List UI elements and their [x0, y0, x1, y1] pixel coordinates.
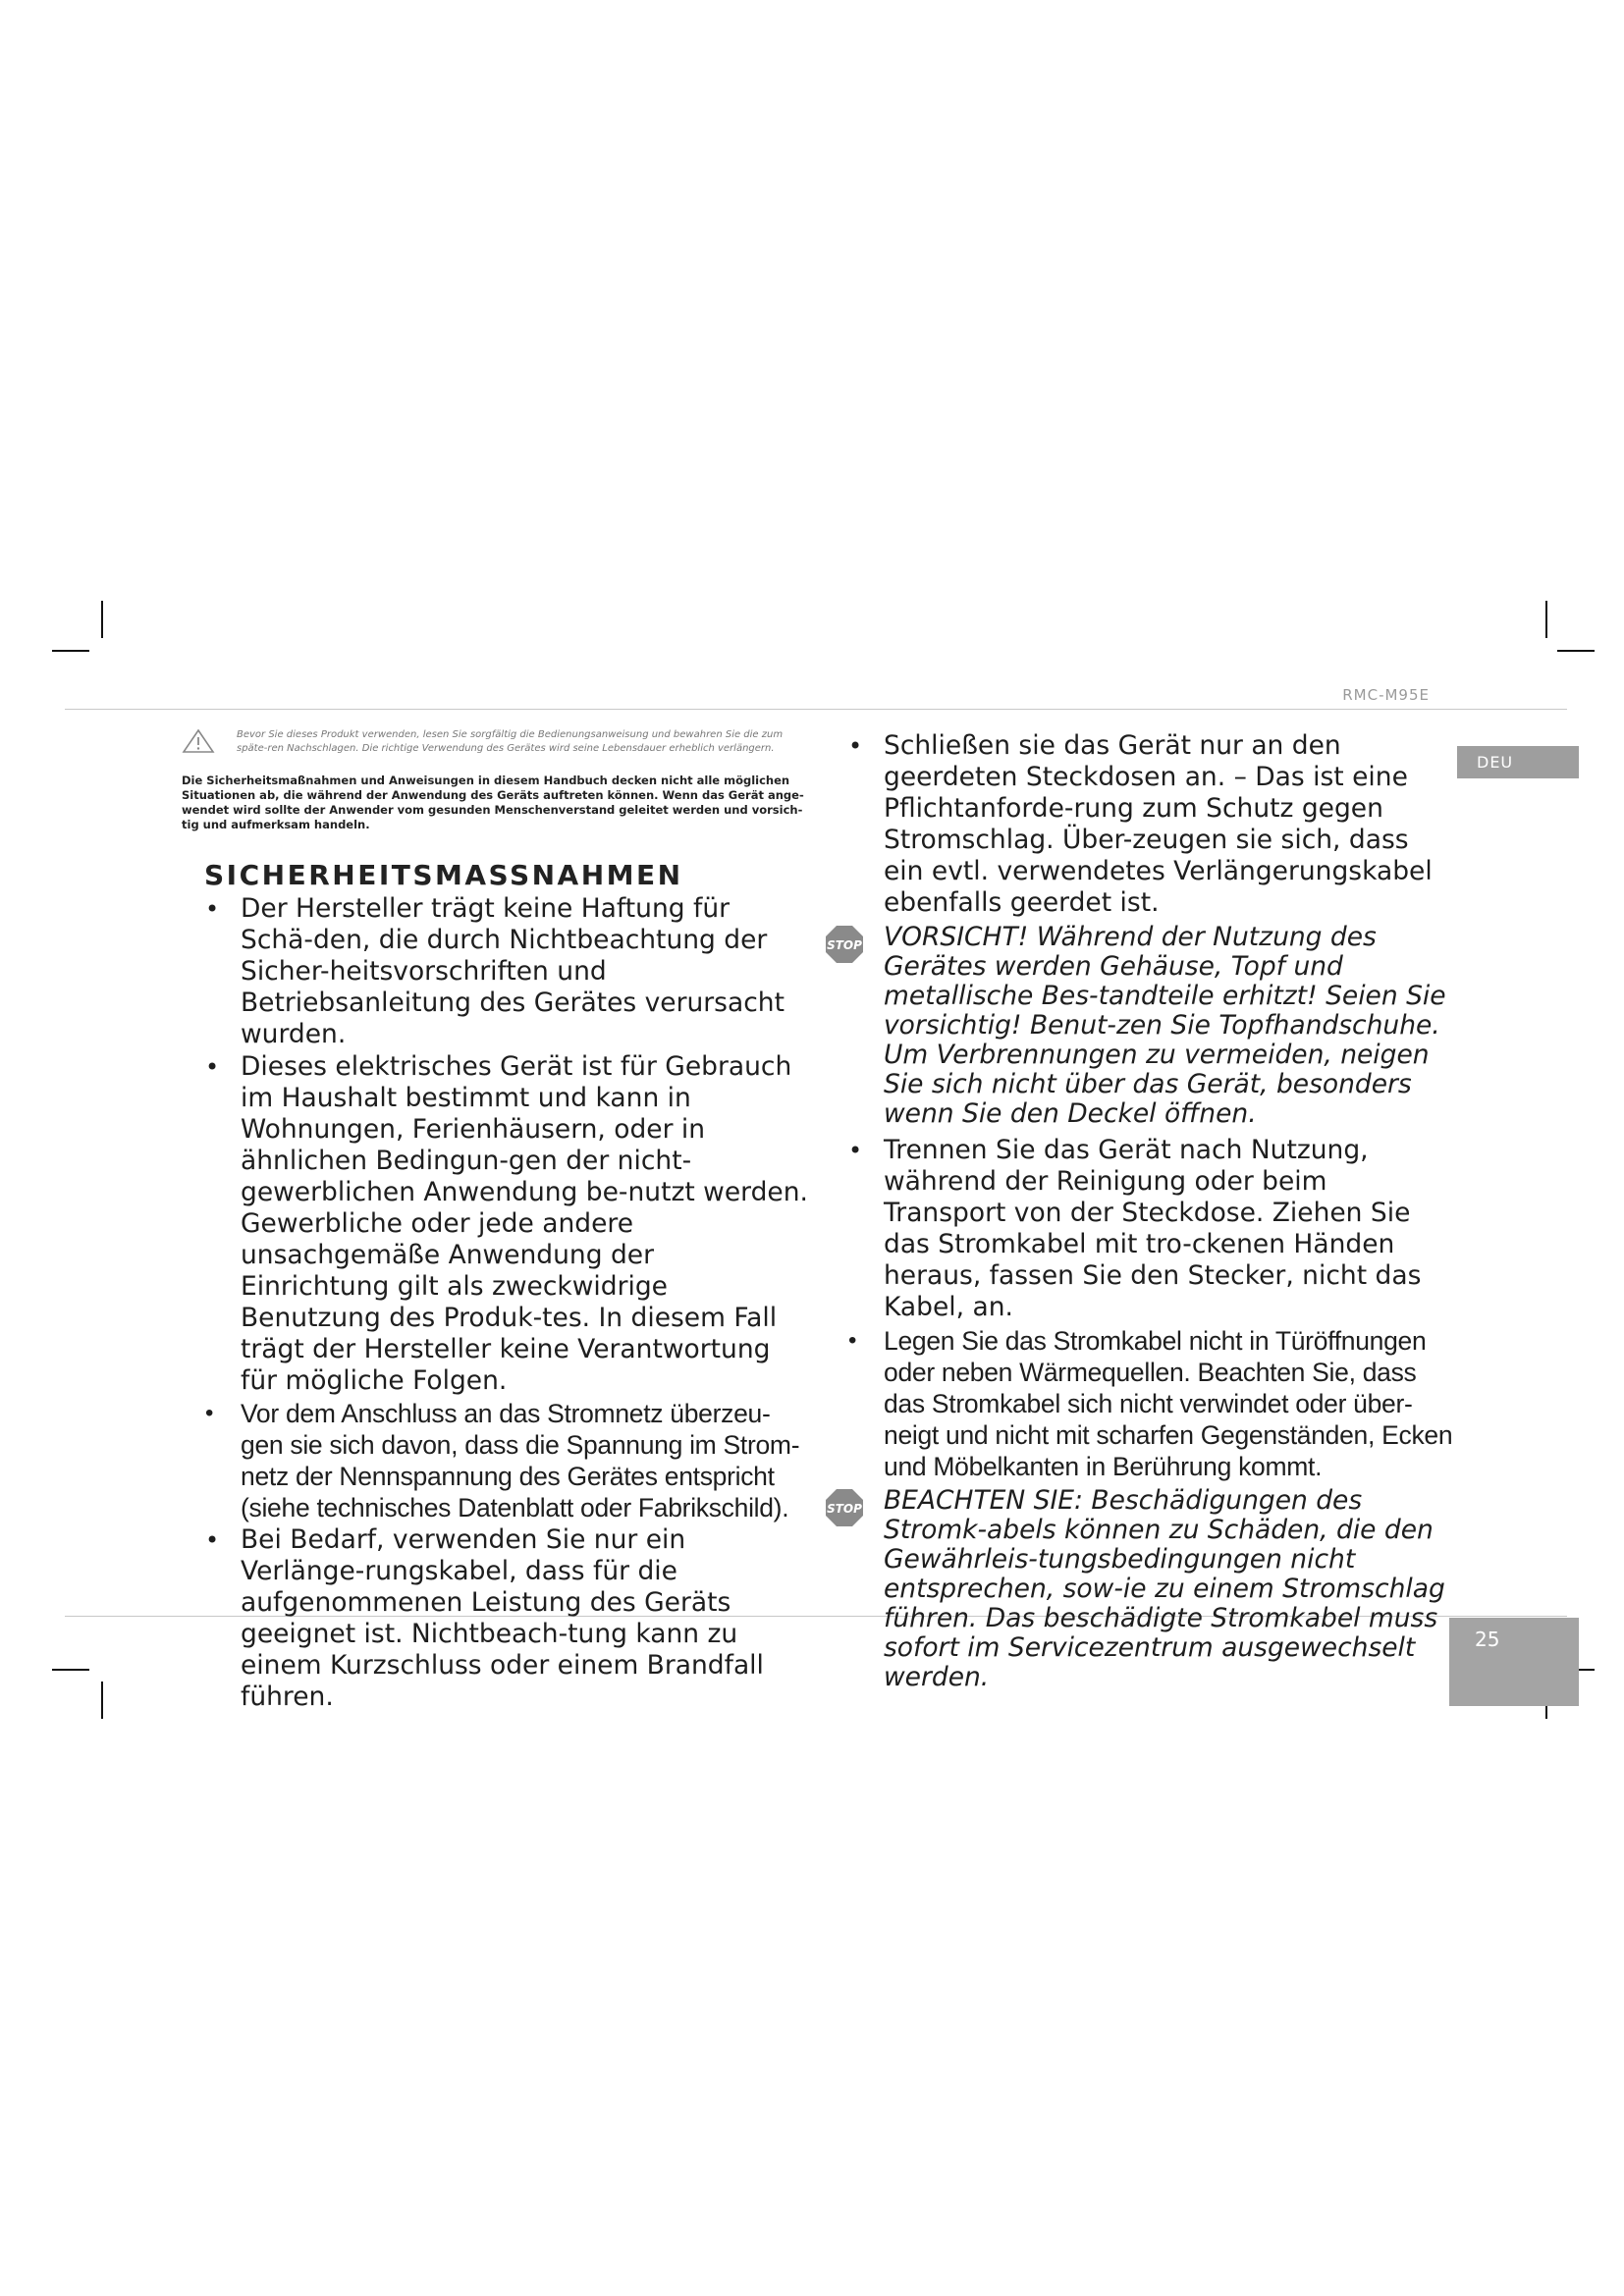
- crop-mark-top-left-h: [52, 650, 89, 652]
- section-title: SICHERHEITSMASSNAHMEN: [204, 859, 683, 891]
- list-item: • Dieses elektrisches Gerät ist für Gebrauch im Haushalt bestimmt und kann in Wohnungen, Ferienhäusern, oder in ähnlichen Bedingun-gen der nicht-gewerblichen Anwendung be-nutzt werden. Gewerbliche oder jede andere unsachgemäße Anwendung der Einrichtung gilt als zweckwidrige Benutzung des Produk-tes. In diesem Fall trägt der Hersteller keine Verantwortung für mögliche Folgen.: [182, 1051, 810, 1397]
- crop-mark-bottom-left-h: [52, 1669, 89, 1671]
- language-label: DEU: [1477, 753, 1514, 772]
- stop-icon: [825, 1488, 864, 1527]
- svg-text:STOP: STOP: [827, 1502, 862, 1516]
- warning-text: BEACHTEN SIE: Beschädigungen des Stromk-abels können zu Schäden, die den Gewährleis-tungsbedingungen nicht entsprechen, sow-ie zu einem Stromschlag führen. Das beschädigte Stromkabel muss sofort im Servicezentrum ausgewechselt werden.: [884, 1485, 1445, 1692]
- crop-mark-bottom-left-v: [101, 1682, 103, 1719]
- svg-text:STOP: STOP: [827, 938, 862, 952]
- list-item: • Vor dem Anschluss an das Stromnetz überzeu-gen sie sich davon, dass die Spannung im Strom-netz der Nennspannung des Gerätes entspricht (siehe technisches Datenblatt oder Fabrikschild).: [182, 1398, 810, 1523]
- right-bullet-list-2: [825, 1135, 1453, 1482]
- right-bullet-list-1: [825, 730, 1453, 919]
- crop-mark-top-right-h: [1557, 650, 1595, 652]
- page-number: 25: [1475, 1628, 1500, 1651]
- list-item: • Legen Sie das Stromkabel nicht in Türöffnungen oder neben Wärmequellen. Beachten Sie, dass das Stromkabel sich nicht verwindet oder über-neigt und nicht mit scharfen Gegenständen, Ecken und Möbelkanten in Berührung kommt.: [825, 1325, 1453, 1482]
- usage-note: [182, 728, 810, 756]
- left-column: [182, 728, 810, 1713]
- warning-block-caution: [825, 923, 1453, 1129]
- list-item: • Bei Bedarf, verwenden Sie nur ein Verlänge-rungskabel, dass für die aufgenommenen Leistung des Geräts geeignet ist. Nichtbeach-tung kann zu einem Kurzschluss oder einem Brandfall führen.: [182, 1524, 810, 1713]
- warning-block-notice: [825, 1486, 1453, 1692]
- usage-note-text: Bevor Sie dieses Produkt verwenden, lesen Sie sorgfältig die Bedienungsanweisung und bewahren Sie die zum späte-ren Nachschlagen. Die richtige Verwendung des Gerätes wird seine Lebensdauer erheblich verlängern.: [237, 729, 784, 754]
- left-bullet-list: [182, 893, 810, 1713]
- warning-triangle-icon: [182, 728, 215, 754]
- right-column: [825, 728, 1453, 1698]
- page-number-tab: [1449, 1618, 1579, 1706]
- list-item: • Schließen sie das Gerät nur an den geerdeten Steckdosen an. – Das ist eine Pflichtanforde-rung zum Schutz gegen Stromschlag. Über-zeugen sie sich, dass ein evtl. verwendetes Verlängerungskabel ebenfalls geerdet ist.: [825, 730, 1453, 919]
- language-tab: [1457, 746, 1579, 778]
- header-rule: [65, 709, 1567, 710]
- list-item: • Trennen Sie das Gerät nach Nutzung, während der Reinigung oder beim Transport von der Steckdose. Ziehen Sie das Stromkabel mit tro-ckenen Händen heraus, fassen Sie den Stecker, nicht das Kabel, an.: [825, 1135, 1453, 1323]
- stop-icon: [825, 925, 864, 964]
- intro-paragraph: Die Sicherheitsmaßnahmen und Anweisungen in diesem Handbuch decken nicht alle möglichen Situationen ab, die während der Anwendung des Geräts auftreten können. Wenn das Gerät ange-wendet wird sollte der Anwender vom gesunden Menschenverstand geleitet werden und vorsich-tig und aufmerksam handeln.: [182, 774, 804, 831]
- warning-text: VORSICHT! Während der Nutzung des Gerätes werden Gehäuse, Topf und metallische Bes-tandteile erhitzt! Seien Sie vorsichtig! Benut-zen Sie Topfhandschuhe. Um Verbrennungen zu vermeiden, neigen Sie sich nicht über das Gerät, besonders wenn Sie den Deckel öffnen.: [884, 922, 1446, 1129]
- model-number: RMC-M95E: [1342, 686, 1430, 704]
- crop-mark-top-left-v: [101, 601, 103, 638]
- crop-mark-top-right-v: [1545, 601, 1547, 638]
- list-item: • Der Hersteller trägt keine Haftung für Schä-den, die durch Nichtbeachtung der Sicher-heitsvorschriften und Betriebsanleitung des Gerätes verursacht wurden.: [182, 893, 810, 1050]
